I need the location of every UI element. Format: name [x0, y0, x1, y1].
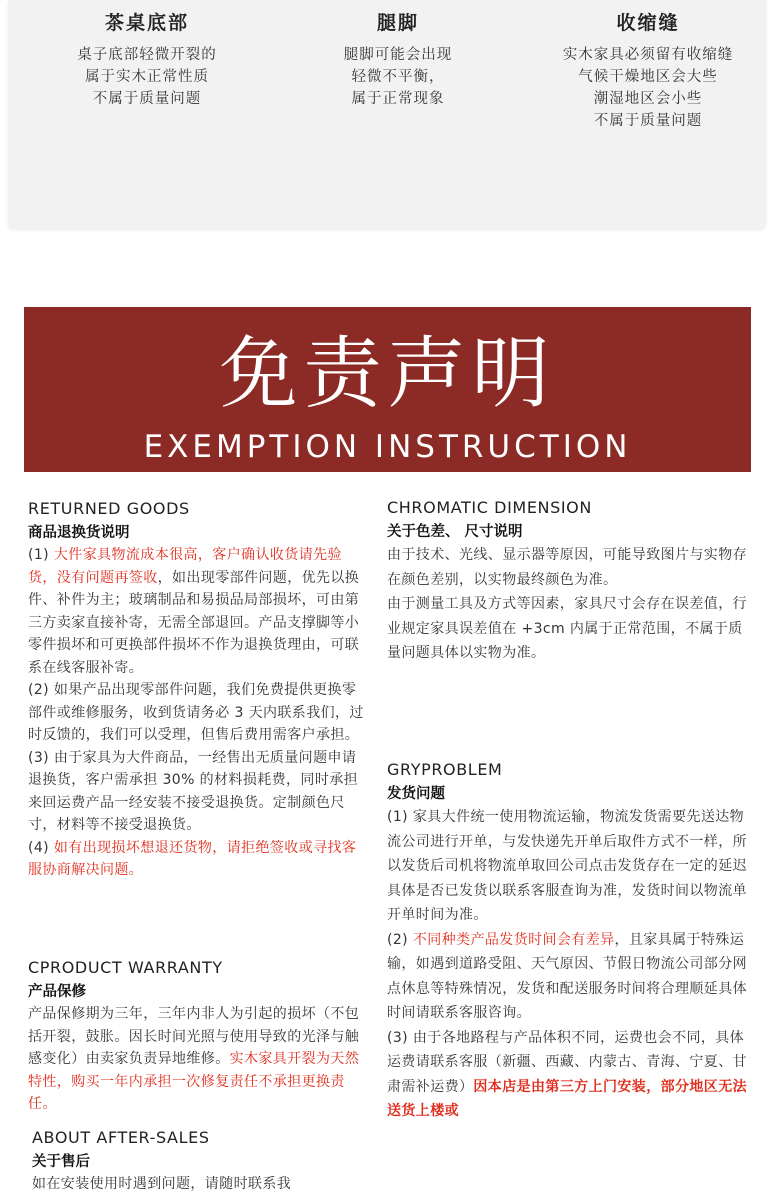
- quality-note-title: 茶桌底部: [104, 12, 189, 34]
- paragraph: (1) 家具大件统一使用物流运输，物流发货需要先送达物流公司进行开单，与发快递先开单后取件方式不一样，所以发货后司机将物流单取回公司点击发货存在一定的延迟具体是否已发货以联系客服查询为准，发货时间以物流单开单时间为准。: [387, 809, 747, 923]
- quality-note-title: 腿脚: [376, 12, 419, 34]
- section-heading-en: RETURNED GOODS: [28, 499, 190, 518]
- section-heading-en: GRYPROBLEM: [387, 760, 503, 779]
- quality-note-shrinkage-gap: [526, 8, 770, 132]
- section-body: [387, 805, 752, 1124]
- paragraph: (1) 大件家具物流成本很高，客户确认收货请先验货，没有问题再签收，如出现零部件问题，优先以换件、补件为主；玻璃制品和易损品局部损坏，可由第三方卖家直接补寄，无需全部退回。产品支撑脚等小零件损坏和可更换部件损坏不作为退换货理由，可联系在线客服补寄。: [28, 547, 360, 676]
- chromatic-dimension-section: [387, 498, 752, 666]
- quality-notes-panel: [8, 0, 766, 228]
- section-body: [28, 1003, 370, 1116]
- paragraph: 由于测量工具及方式等因素，家具尺寸会存在误差值，行业规定家具误差值在 +3cm 内属于正常范围，不属于质量问题具体以实物为准。: [387, 596, 747, 661]
- section-heading-cn: 商品退换货说明: [28, 525, 130, 541]
- section-body: [28, 544, 368, 882]
- quality-note-text: 实木家具必须留有收缩缝 气候干燥地区会大些 潮湿地区会小些 不属于质量问题: [562, 47, 734, 129]
- quality-note-text: 腿脚可能会出现 轻微不平衡， 属于正常现象: [343, 47, 453, 107]
- paragraph: (4) 如有出现损坏想退还货物，请拒绝签收或寻找客服协商解决问题。: [28, 839, 357, 878]
- paragraph: 由于技术、光线、显示器等原因，可能导致图片与实物存在颜色差别，以实物最终颜色为准。: [387, 547, 747, 588]
- paragraph: 如在安装使用时遇到问题，请随时联系我: [32, 1176, 292, 1192]
- shipping-section: [387, 760, 752, 1124]
- section-body: [32, 1173, 372, 1196]
- quality-note-legs: [298, 8, 498, 110]
- highlight-text: 大件家具物流成本很高，客户确认收货请先验货，没有问题再签收: [28, 547, 342, 586]
- section-heading-en: CPRODUCT WARRANTY: [28, 958, 223, 977]
- paragraph: (3) 由于各地路程与产品体积不同，运费也会不同，具体运费请联系客服（新疆、西藏、内蒙古、青海、宁夏、甘肃需补运费）因本店是由第三方上门安装，部分地区无法送货上楼或: [387, 1029, 748, 1119]
- paragraph: (2) 如果产品出现零部件问题，我们免费提供更换零部件或维修服务，收到货请务必 3 天内联系我们，过时反馈的，我们可以受理，但售后费用需客户承担。: [28, 682, 364, 743]
- section-heading-cn: 关于售后: [32, 1154, 90, 1170]
- section-heading-cn: 发货问题: [387, 786, 445, 802]
- highlight-text: 不同种类产品发货时间会有差异: [412, 931, 615, 948]
- exemption-banner: [24, 307, 751, 472]
- section-body: [387, 543, 752, 666]
- banner-title-en: EXEMPTION INSTRUCTION: [143, 429, 632, 465]
- quality-note-text: 桌子底部轻微开裂的 属于实木正常性质 不属于质量问题: [77, 47, 217, 107]
- highlight-text: 如有出现损坏想退还货物，请拒绝签收或寻找客服协商解决问题。: [28, 839, 357, 878]
- product-warranty-section: [28, 958, 370, 1116]
- after-sales-section: [32, 1128, 372, 1196]
- section-heading-en: ABOUT AFTER-SALES: [32, 1128, 210, 1147]
- quality-note-table-bottom: [32, 8, 262, 110]
- highlight-text: 因本店是由第三方上门安装，部分地区无法送货上楼或: [387, 1078, 748, 1119]
- banner-title-cn: 免责声明: [219, 329, 556, 419]
- quality-note-title: 收缩缝: [616, 12, 680, 34]
- section-heading-cn: 关于色差、 尺寸说明: [387, 524, 523, 540]
- section-heading-en: CHROMATIC DIMENSION: [387, 498, 592, 517]
- section-heading-cn: 产品保修: [28, 984, 86, 1000]
- returned-goods-section: [28, 499, 368, 882]
- highlight-text: 实木家具开裂为天然特性，购买一年内承担一次修复责任不承担更换责任。: [28, 1051, 360, 1112]
- paragraph: 产品保修期为三年，三年内非人为引起的损坏（不包括开裂，鼓胀。因长时间光照与使用导致的光泽与触感变化）由卖家负责异地维修。实木家具开裂为天然特性，购买一年内承担一次修复责任不承担更换责任。: [28, 1006, 360, 1112]
- paragraph: (3) 由于家具为大件商品，一经售出无质量问题申请退换货，客户需承担 30% 的材料损耗费，同时承担来回运费产品一经安装不接受退换货。定制颜色尺寸，材料等不接受退换货。: [28, 749, 359, 833]
- paragraph: (2) 不同种类产品发货时间会有差异，且家具属于特殊运输，如遇到道路受阻、天气原因、节假日物流公司部分网点休息等特殊情况，发货和配送服务时间将合理顺延具体时间请联系客服咨询。: [387, 931, 747, 1021]
